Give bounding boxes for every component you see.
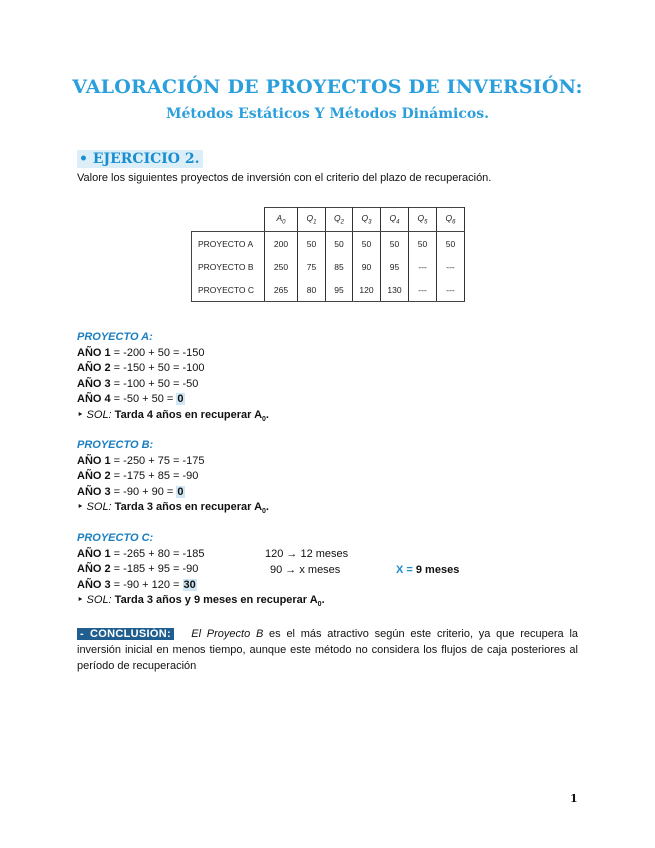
table-cell: 130 [381,278,409,302]
project-a-line: AÑO 4 = -50 + 50 = 0 [77,393,184,405]
table-cell: 90 [353,255,381,278]
project-a-result: 0 [177,393,184,405]
project-c-line: AÑO 3 = -90 + 120 = 30 [77,578,196,591]
page-title: VALORACIÓN DE PROYECTOS DE INVERSIÓN: [72,76,583,98]
table-header: $Q_5$ [409,208,437,232]
table-header: $Q_3$ [353,208,381,232]
project-c-heading: PROYECTO C: [77,532,154,544]
table-header: $A_0$ [265,208,298,232]
project-a-line: AÑO 2 = -150 + 50 = -100 [77,362,205,374]
table-header: $Q_2$ [326,208,353,232]
rule-of-three-line-2: 90 → x meses [270,564,341,576]
x-result: X = 9 meses [396,564,460,576]
page-subtitle: Métodos Estáticos Y Métodos Dinámicos. [165,106,489,122]
table-row [192,255,465,278]
project-b-section [77,438,269,520]
row-label: PROYECTO B [192,255,265,278]
table-cell: 50 [409,232,437,256]
conclusion-text: es el más atractivo según este criterio, ya que recupera la inversión inicial en menos tiempo, aunque este método no considera los flujos de caja posteriores al período de recuperación [77,628,579,672]
table-cell: 265 [265,278,298,302]
table-cell: --- [437,278,465,302]
row-label: PROYECTO A [192,232,265,256]
project-c-line: AÑO 2 = -185 + 95 = -90 [77,563,199,575]
project-b-line: AÑO 1 = -250 + 75 = -175 [77,454,205,467]
table-cell: --- [409,278,437,302]
table-cell: 120 [353,278,381,302]
table-cell: 50 [381,232,409,256]
project-b-result: 0 [177,485,184,498]
project-a-heading: PROYECTO A: [77,331,153,343]
exercise-intro: Valore los siguientes proyectos de inversión con el criterio del plazo de recuperación. [77,172,492,184]
table-cell: 50 [353,232,381,256]
rule-of-three-line-1: 120 → 12 meses [265,548,349,560]
table-cell: --- [409,255,437,278]
project-a-solution: ‣ SOL: Tarda 4 años en recuperar $A_0$. [77,408,269,423]
project-b-heading: PROYECTO B: [77,439,154,451]
table-cell: 95 [381,255,409,278]
project-c-solution: ‣ SOL: Tarda 3 años y 9 meses en recuperar $A_0$. [77,594,325,609]
table-header: $Q_1$ [298,208,326,232]
project-a-line: AÑO 1 = -200 + 50 = -150 [77,346,205,359]
table-cell: 85 [326,255,353,278]
project-b-line: AÑO 3 = -90 + 90 = 0 [77,485,184,498]
table-cell: 50 [326,232,353,256]
table-cell: 50 [298,232,326,256]
table-cell: 95 [326,278,353,302]
table-cell: 200 [265,232,298,256]
conclusion-paragraph [77,626,578,674]
conclusion-tag: - CONCLUSIÓN: [77,628,174,640]
table-row [192,278,465,302]
table-cell: 75 [298,255,326,278]
project-b-solution: ‣ SOL: Tarda 3 años en recuperar $A_0$. [77,501,269,516]
table-cell: 250 [265,255,298,278]
row-label: PROYECTO C [192,278,265,302]
table-header: $Q_4$ [381,208,409,232]
project-c-result: 30 [183,578,196,591]
table-cell: 80 [298,278,326,302]
projects-table [191,207,465,302]
project-c-line: AÑO 1 = -265 + 80 = -185 [77,547,205,560]
page-number: 1 [570,792,578,805]
conclusion-emphasis: El Proyecto B [191,628,264,640]
table-cell: --- [437,255,465,278]
exercise-heading: • EJERCICIO 2. [77,150,203,168]
table-corner [192,208,265,232]
project-a-line: AÑO 3 = -100 + 50 = -50 [77,377,199,390]
project-b-line: AÑO 2 = -175 + 85 = -90 [77,470,199,482]
project-a-section [77,330,269,427]
table-header: $Q_6$ [437,208,465,232]
table-row [192,232,465,256]
table-cell: 50 [437,232,465,256]
